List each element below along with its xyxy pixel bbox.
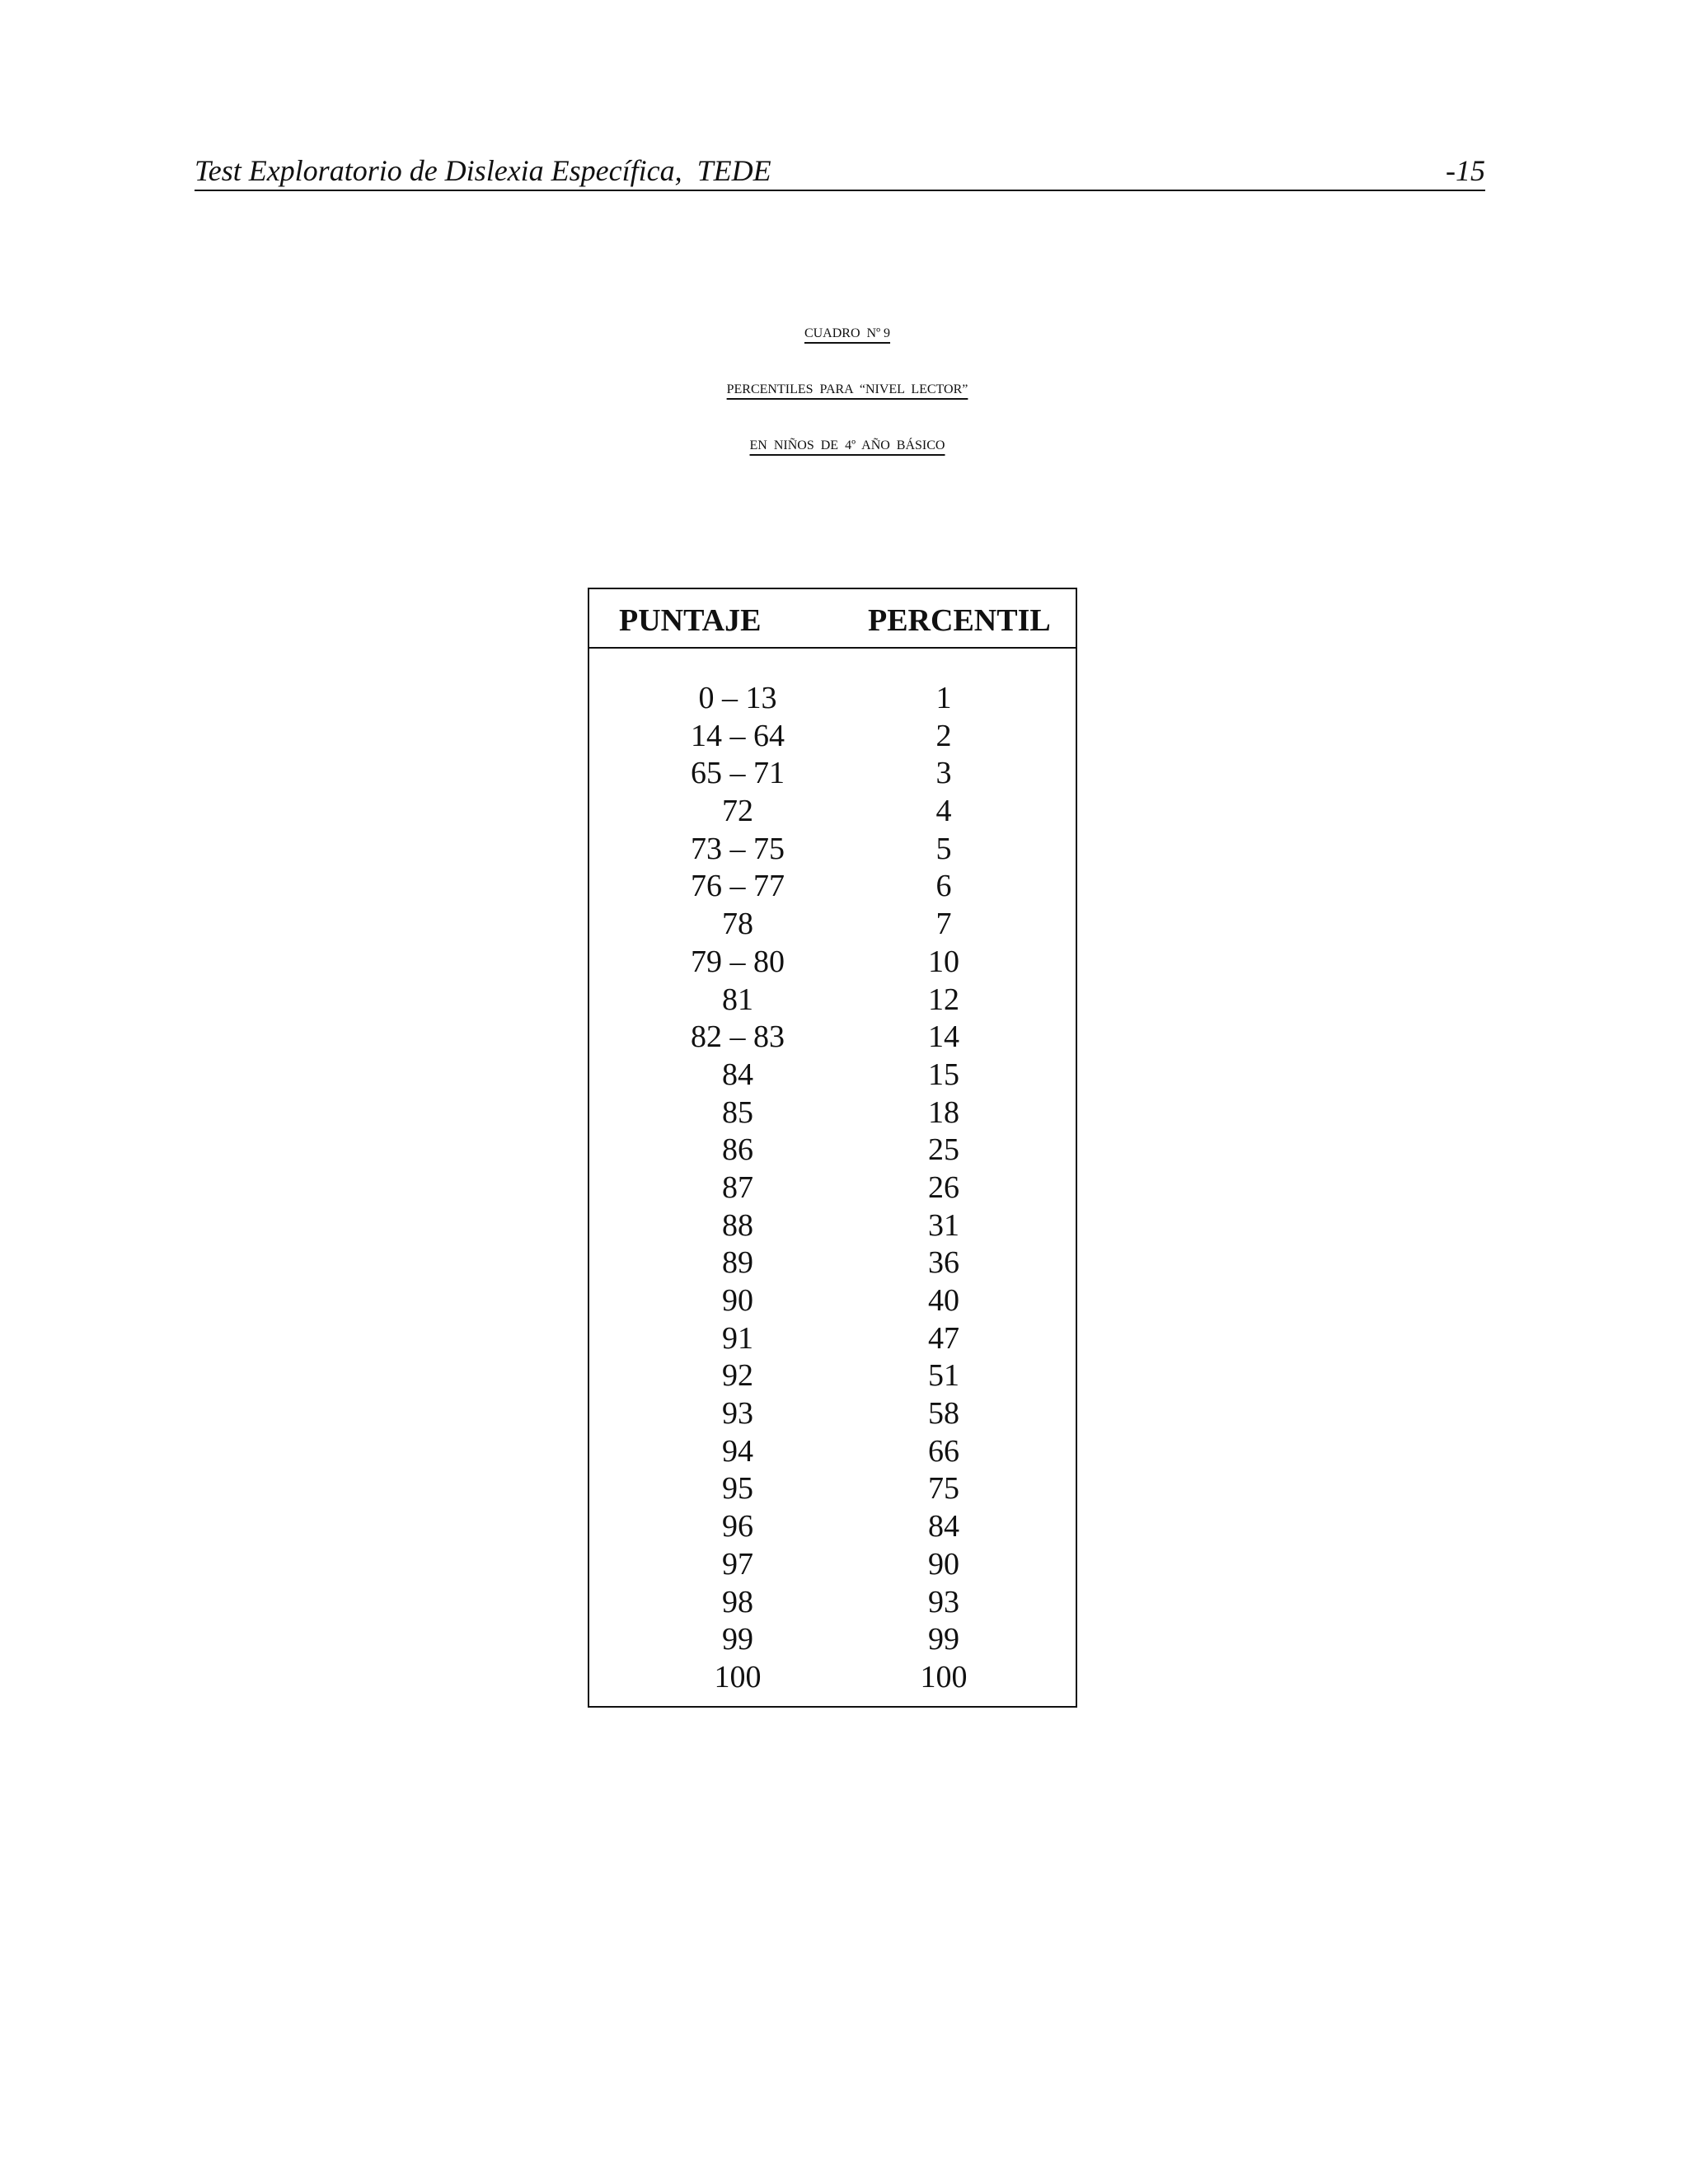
puntaje-cell: 72 xyxy=(722,794,753,829)
percentil-cell: 40 xyxy=(928,1283,959,1318)
puntaje-cell: 89 xyxy=(722,1245,753,1281)
puntaje-cell: 88 xyxy=(722,1207,753,1243)
puntaje-cell: 100 xyxy=(714,1659,762,1694)
table-row xyxy=(589,982,1076,1019)
puntaje-cell: 99 xyxy=(722,1622,753,1657)
column-header-puntaje: PUNTAJE xyxy=(619,603,762,638)
table-row xyxy=(589,1244,1076,1282)
table-row xyxy=(589,1169,1076,1207)
table-row xyxy=(589,1357,1076,1395)
percentil-cell: 4 xyxy=(935,794,952,829)
puntaje-cell: 91 xyxy=(722,1320,753,1356)
table-body xyxy=(589,680,1076,1697)
puntaje-cell: 96 xyxy=(722,1509,753,1544)
table-row xyxy=(589,1057,1076,1094)
puntaje-cell: 86 xyxy=(722,1132,753,1168)
page-header xyxy=(195,153,1485,191)
running-header-title: Test Exploratorio de Dislexia Específica, TEDE xyxy=(195,154,771,187)
percentil-cell: 5 xyxy=(935,831,952,866)
table-row xyxy=(589,1320,1076,1358)
table-row xyxy=(589,1395,1076,1433)
puntaje-cell: 92 xyxy=(722,1358,753,1394)
caption-line-3: EN NIÑOS DE 4º AÑO BÁSICO xyxy=(749,438,945,452)
puntaje-cell: 95 xyxy=(722,1471,753,1507)
caption-line-2: PERCENTILES PARA “NIVEL LECTOR” xyxy=(726,382,968,396)
percentil-cell: 10 xyxy=(928,944,959,979)
percentil-cell: 66 xyxy=(928,1433,959,1469)
percentil-cell: 36 xyxy=(928,1245,959,1281)
table-row xyxy=(589,1621,1076,1659)
caption-line-1: CUADRO Nº 9 xyxy=(804,326,891,340)
puntaje-cell: 97 xyxy=(722,1546,753,1582)
puntaje-cell: 90 xyxy=(722,1283,753,1318)
puntaje-cell: 79 – 80 xyxy=(691,944,785,979)
page-number: -15 xyxy=(1446,154,1485,187)
percentil-cell: 25 xyxy=(928,1132,959,1168)
puntaje-cell: 78 xyxy=(722,907,753,942)
percentil-cell: 26 xyxy=(928,1169,959,1205)
table-row xyxy=(589,1019,1076,1057)
table-row xyxy=(589,831,1076,869)
table-row xyxy=(589,1282,1076,1320)
table-row xyxy=(589,680,1076,718)
table-row xyxy=(589,906,1076,944)
percentil-cell: 14 xyxy=(928,1019,959,1055)
puntaje-cell: 0 – 13 xyxy=(698,681,777,715)
table-caption-title xyxy=(0,368,1688,397)
table-row xyxy=(589,793,1076,831)
table-row xyxy=(589,718,1076,756)
percentil-cell: 12 xyxy=(928,982,959,1017)
puntaje-cell: 98 xyxy=(722,1584,753,1619)
table-row xyxy=(589,1207,1076,1245)
percentil-cell: 58 xyxy=(928,1396,959,1432)
column-header-percentil: PERCENTIL xyxy=(868,603,1051,638)
table-caption-subtitle xyxy=(0,424,1688,453)
table-row xyxy=(589,1659,1076,1697)
percentil-cell: 18 xyxy=(928,1094,959,1130)
puntaje-cell: 73 – 75 xyxy=(691,831,785,866)
percentil-cell: 31 xyxy=(928,1207,959,1243)
table-row xyxy=(589,1094,1076,1132)
percentil-cell: 51 xyxy=(928,1358,959,1394)
puntaje-cell: 81 xyxy=(722,982,753,1017)
percentil-cell: 1 xyxy=(935,681,952,715)
percentil-cell: 47 xyxy=(928,1320,959,1356)
percentil-cell: 99 xyxy=(928,1622,959,1657)
table-row xyxy=(589,755,1076,793)
table-row xyxy=(589,868,1076,906)
percentil-cell: 93 xyxy=(928,1584,959,1619)
table-row xyxy=(589,1508,1076,1546)
table-row xyxy=(589,944,1076,982)
percentil-cell: 2 xyxy=(935,718,952,753)
puntaje-cell: 87 xyxy=(722,1169,753,1205)
table-row xyxy=(589,1132,1076,1169)
puntaje-cell: 93 xyxy=(722,1396,753,1432)
percentil-cell: 3 xyxy=(935,756,952,791)
table-row xyxy=(589,1433,1076,1471)
percentil-cell: 75 xyxy=(928,1471,959,1507)
percentil-cell: 7 xyxy=(935,907,952,942)
table-row xyxy=(589,1546,1076,1584)
percentile-table xyxy=(588,588,1077,1708)
percentil-cell: 15 xyxy=(928,1057,959,1092)
table-caption-number xyxy=(0,312,1688,341)
puntaje-cell: 82 – 83 xyxy=(691,1019,785,1055)
puntaje-cell: 76 – 77 xyxy=(691,869,785,904)
puntaje-cell: 65 – 71 xyxy=(691,756,785,791)
percentil-cell: 84 xyxy=(928,1509,959,1544)
table-row xyxy=(589,1584,1076,1622)
percentil-cell: 90 xyxy=(928,1546,959,1582)
table-row xyxy=(589,1470,1076,1508)
puntaje-cell: 14 – 64 xyxy=(691,718,785,753)
puntaje-cell: 84 xyxy=(722,1057,753,1092)
table-header-row xyxy=(589,589,1076,649)
percentil-cell: 100 xyxy=(920,1659,968,1694)
puntaje-cell: 85 xyxy=(722,1094,753,1130)
puntaje-cell: 94 xyxy=(722,1433,753,1469)
percentil-cell: 6 xyxy=(935,869,952,904)
